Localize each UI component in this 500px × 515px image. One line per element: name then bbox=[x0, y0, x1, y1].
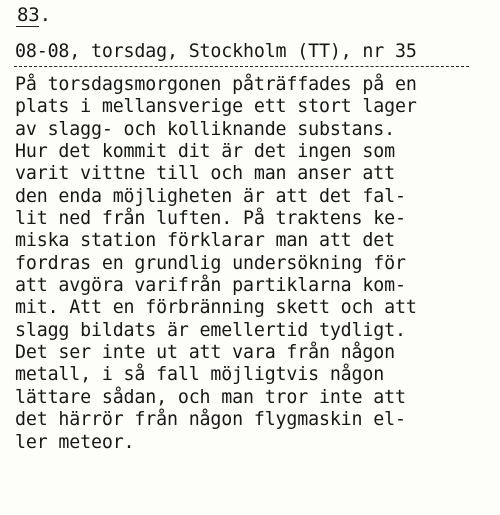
text-line: mit. Att en förbränning skett och att bbox=[15, 297, 417, 319]
text-line: varit vittne till och man anser att bbox=[15, 163, 395, 185]
text-line: slagg bildats är emellertid tydligt. bbox=[15, 319, 406, 341]
page-number-underline bbox=[16, 26, 39, 27]
text-line: lättare sådan, och man tror inte att bbox=[15, 386, 406, 408]
dateline-underline bbox=[14, 66, 469, 67]
article-body bbox=[15, 74, 495, 454]
text-line: det härrör från någon flygmaskin el- bbox=[15, 409, 406, 431]
text-line: lit ned från luften. På traktens ke- bbox=[15, 208, 406, 230]
text-line: av slagg- och kolliknande substans. bbox=[15, 118, 395, 140]
dateline: 08-08, torsdag, Stockholm (TT), nr 35 bbox=[15, 41, 417, 62]
page-number: 83. bbox=[17, 4, 51, 26]
text-line: plats i mellansverige ett stort lager bbox=[15, 96, 417, 118]
text-line: fordras en grundlig undersökning för bbox=[15, 252, 406, 274]
text-line: Hur det kommit dit är det ingen som bbox=[15, 141, 395, 163]
text-line: Det ser inte ut att vara från någon bbox=[15, 342, 395, 364]
text-line: den enda möjligheten är att det fal- bbox=[15, 185, 406, 207]
text-line: metall, i så fall möjligtvis någon bbox=[15, 364, 385, 386]
text-line: ler meteor. bbox=[15, 431, 135, 453]
text-line: att avgöra varifrån partiklarna kom- bbox=[15, 275, 406, 297]
text-line: miska station förklarar man att det bbox=[15, 230, 395, 252]
text-line: På torsdagsmorgonen påträffades på en bbox=[15, 74, 417, 95]
